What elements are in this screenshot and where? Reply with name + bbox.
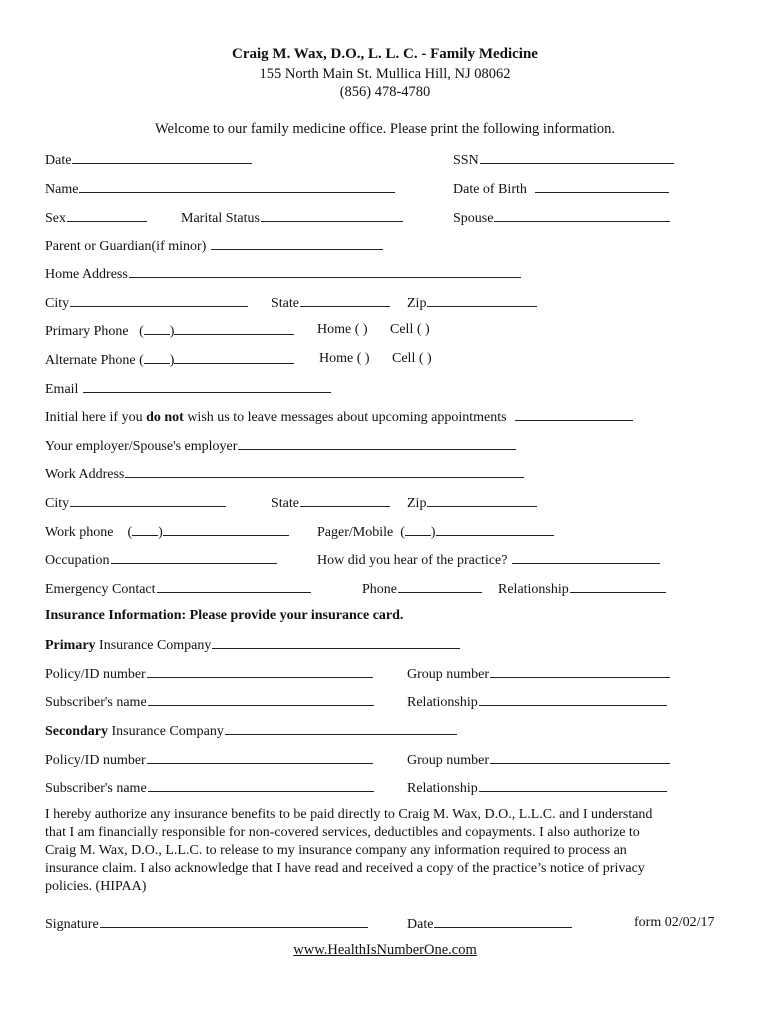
footer-website-link[interactable]: www.HealthIsNumberOne.com	[293, 942, 477, 958]
secondary-insurance-bold: Secondary	[45, 724, 108, 739]
emergency-line[interactable]	[157, 579, 311, 593]
authorization-paragraph	[45, 806, 725, 896]
secondary-subscriber-field[interactable]	[45, 778, 374, 798]
primary-insurance-label: Insurance Company	[95, 638, 212, 653]
occupation-line[interactable]	[111, 550, 277, 564]
alternate-phone-area-code[interactable]: ( )	[139, 350, 174, 370]
alternate-home-label: Home ( )	[319, 351, 370, 366]
work-city-field[interactable]	[45, 493, 226, 513]
authorization-line: Craig M. Wax, D.O., L.L.C. to release to my insurance company any information required to process an	[45, 843, 627, 858]
pager-line[interactable]	[436, 522, 554, 536]
form-row-primary-phone	[0, 321, 770, 341]
signature-date-field[interactable]	[407, 914, 572, 934]
work-address-line[interactable]	[125, 464, 524, 478]
spouse-label: Spouse	[453, 211, 494, 226]
occupation-label: Occupation	[45, 553, 110, 568]
work-city-line[interactable]	[70, 493, 226, 507]
primary-subscriber-field[interactable]	[45, 692, 374, 712]
email-line[interactable]	[83, 379, 331, 393]
form-row-primary-subscriber	[0, 692, 770, 712]
alternate-cell-label: Cell ( )	[392, 351, 432, 366]
primary-insurance-line[interactable]	[212, 635, 460, 649]
form-row-work-address	[0, 464, 770, 484]
primary-cell-label: Cell ( )	[390, 322, 430, 337]
primary-insurance-bold: Primary	[45, 638, 96, 653]
city-field[interactable]	[45, 293, 248, 313]
form-row-alternate-phone	[0, 350, 770, 370]
work-phone-label: Work phone	[45, 525, 114, 540]
form-row-sex-marital-spouse	[0, 208, 770, 228]
primary-policy-field[interactable]	[45, 664, 373, 684]
form-row-guardian	[0, 236, 770, 256]
form-version: form 02/02/17	[634, 915, 715, 930]
zip-label: Zip	[407, 296, 427, 311]
zip-field[interactable]	[407, 293, 537, 313]
alternate-cell-option[interactable]	[392, 350, 432, 368]
practice-phone: (856) 478-4780	[339, 84, 431, 100]
form-row-city-state-zip	[0, 293, 770, 313]
welcome-text: Welcome to our family medicine office. Please print the following information.	[154, 121, 616, 137]
secondary-policy-field[interactable]	[45, 750, 373, 770]
alternate-phone-line[interactable]	[174, 350, 294, 364]
primary-phone-area-code[interactable]: ( )	[139, 321, 174, 341]
work-phone-line[interactable]	[163, 522, 289, 536]
primary-relationship-label: Relationship	[407, 695, 478, 710]
work-address-field[interactable]	[45, 464, 524, 484]
email-label: Email	[45, 382, 79, 397]
work-city-label: City	[45, 496, 70, 511]
initial-text-post: wish us to leave messages about upcoming appointments	[183, 410, 507, 425]
signature-date-label: Date	[407, 917, 434, 932]
alternate-phone-label: Alternate Phone	[45, 353, 136, 368]
insurance-heading: Insurance Information: Please provide your insurance card.	[45, 608, 404, 623]
heard-line[interactable]	[512, 550, 660, 564]
secondary-insurance-label: Insurance Company	[108, 724, 224, 739]
primary-group-label: Group number	[407, 667, 490, 682]
primary-phone-label: Primary Phone	[45, 324, 129, 339]
state-label: State	[271, 296, 299, 311]
work-zip-line[interactable]	[427, 493, 537, 507]
form-row-secondary-insurance	[0, 721, 770, 741]
date-label: Date	[45, 153, 72, 168]
work-state-label: State	[271, 496, 299, 511]
state-field[interactable]	[271, 293, 390, 313]
email-field[interactable]	[45, 379, 331, 399]
work-phone-field[interactable]	[45, 522, 289, 542]
secondary-subscriber-line[interactable]	[148, 778, 374, 792]
primary-phone-line[interactable]	[174, 321, 294, 335]
form-row-emergency	[0, 579, 770, 599]
date-field[interactable]	[45, 150, 252, 170]
employer-line[interactable]	[238, 436, 516, 450]
authorization-line: policies. (HIPAA)	[45, 879, 147, 894]
form-row-primary-insurance	[0, 635, 770, 655]
marital-line[interactable]	[261, 208, 403, 222]
employer-label: Your employer/Spouse's employer	[45, 439, 238, 454]
emergency-label: Emergency Contact	[45, 582, 156, 597]
ssn-label: SSN	[453, 153, 479, 168]
ssn-line[interactable]	[480, 150, 674, 164]
form-row-email	[0, 379, 770, 399]
form-row-initial	[0, 407, 770, 427]
secondary-subscriber-label: Subscriber's name	[45, 781, 147, 796]
emergency-relationship-label: Relationship	[498, 582, 569, 597]
secondary-group-line[interactable]	[490, 750, 670, 764]
alternate-home-option[interactable]	[319, 350, 370, 368]
practice-address: 155 North Main St. Mullica Hill, NJ 08062	[259, 66, 511, 82]
primary-policy-line[interactable]	[147, 664, 373, 678]
home-address-label: Home Address	[45, 267, 128, 282]
primary-home-option[interactable]	[317, 321, 368, 339]
alternate-phone-field[interactable]	[45, 350, 294, 370]
primary-group-field[interactable]	[407, 664, 670, 684]
work-address-label: Work Address	[45, 467, 125, 482]
dob-field[interactable]	[453, 179, 669, 199]
guardian-label: Parent or Guardian(if minor)	[45, 239, 207, 254]
form-row-employer	[0, 436, 770, 456]
sex-label: Sex	[45, 211, 66, 226]
primary-policy-label: Policy/ID number	[45, 667, 146, 682]
secondary-relationship-label: Relationship	[407, 781, 478, 796]
dob-line[interactable]	[535, 179, 669, 193]
employer-field[interactable]	[45, 436, 516, 456]
authorization-line: insurance claim. I also acknowledge that I have read and received a copy of the practice’s notice of privacy	[45, 861, 645, 876]
occupation-field[interactable]	[45, 550, 277, 570]
secondary-relationship-line[interactable]	[479, 778, 667, 792]
pager-field[interactable]	[317, 522, 554, 542]
marital-field[interactable]	[181, 208, 403, 228]
primary-phone-field[interactable]	[45, 321, 294, 341]
form-row-occupation-heard	[0, 550, 770, 570]
city-label: City	[45, 296, 70, 311]
emergency-relationship-field[interactable]	[498, 579, 666, 599]
date-line[interactable]	[72, 150, 252, 164]
work-state-field[interactable]	[271, 493, 390, 513]
primary-insurance-field[interactable]	[45, 635, 460, 655]
spouse-line[interactable]	[494, 208, 670, 222]
heard-label: How did you hear of the practice?	[317, 553, 508, 568]
primary-group-line[interactable]	[490, 664, 670, 678]
primary-relationship-field[interactable]	[407, 692, 667, 712]
home-address-field[interactable]	[45, 264, 521, 284]
work-state-line[interactable]	[300, 493, 390, 507]
emergency-relationship-line[interactable]	[570, 579, 666, 593]
secondary-insurance-field[interactable]	[45, 721, 457, 741]
ssn-field[interactable]	[453, 150, 674, 170]
emergency-field[interactable]	[45, 579, 311, 599]
emergency-phone-field[interactable]	[362, 579, 482, 599]
work-phone-area-code[interactable]: ( )	[127, 522, 162, 542]
guardian-field[interactable]	[45, 236, 383, 256]
work-zip-field[interactable]	[407, 493, 537, 513]
sex-field[interactable]	[45, 208, 147, 228]
signature-label: Signature	[45, 917, 99, 932]
heard-field[interactable]	[317, 550, 660, 570]
primary-relationship-line[interactable]	[479, 692, 667, 706]
form-row-secondary-policy-group	[0, 750, 770, 770]
guardian-line[interactable]	[211, 236, 383, 250]
pager-label: Pager/Mobile	[317, 525, 394, 540]
home-address-line[interactable]	[129, 264, 521, 278]
form-row-primary-policy-group	[0, 664, 770, 684]
signature-date-line[interactable]	[434, 914, 572, 928]
form-row-work-phone-pager	[0, 522, 770, 542]
form-row-work-city-state-zip	[0, 493, 770, 513]
signature-line[interactable]	[100, 914, 368, 928]
secondary-insurance-line[interactable]	[225, 721, 457, 735]
work-zip-label: Zip	[407, 496, 427, 511]
marital-label: Marital Status	[181, 211, 260, 226]
primary-subscriber-line[interactable]	[148, 692, 374, 706]
emergency-phone-line[interactable]	[398, 579, 482, 593]
dob-label: Date of Birth	[453, 182, 527, 197]
primary-cell-option[interactable]	[390, 321, 430, 339]
zip-line[interactable]	[427, 293, 537, 307]
spouse-field[interactable]	[453, 208, 670, 228]
name-line[interactable]	[79, 179, 395, 193]
form-row-secondary-subscriber	[0, 778, 770, 798]
initial-text-pre: Initial here if you	[45, 410, 147, 425]
primary-subscriber-label: Subscriber's name	[45, 695, 147, 710]
form-row-name-dob	[0, 179, 770, 199]
secondary-policy-line[interactable]	[147, 750, 373, 764]
city-line[interactable]	[70, 293, 248, 307]
primary-home-label: Home ( )	[317, 322, 368, 337]
secondary-group-label: Group number	[407, 753, 490, 768]
name-field[interactable]	[45, 179, 395, 199]
authorization-line: that I am financially responsible for non-covered services, deductibles and copayments. I also authorize to	[45, 825, 640, 840]
form-row-signature	[0, 914, 770, 934]
insurance-heading-row	[0, 607, 770, 627]
practice-title: Craig M. Wax, D.O., L. L. C. - Family Medicine	[232, 46, 538, 62]
initial-field[interactable]	[45, 407, 633, 427]
secondary-policy-label: Policy/ID number	[45, 753, 146, 768]
form-row-home-address	[0, 264, 770, 284]
initial-text-bold: do not	[146, 410, 184, 425]
name-label: Name	[45, 182, 79, 197]
secondary-relationship-field[interactable]	[407, 778, 667, 798]
pager-area-code[interactable]: ( )	[400, 522, 435, 542]
secondary-group-field[interactable]	[407, 750, 670, 770]
initial-line[interactable]	[515, 407, 633, 421]
emergency-phone-label: Phone	[362, 582, 397, 597]
sex-line[interactable]	[67, 208, 147, 222]
authorization-line: I hereby authorize any insurance benefits to be paid directly to Craig M. Wax, D.O., L.L.C. and I understand	[45, 807, 653, 822]
footer-website[interactable]	[0, 942, 770, 959]
form-row-date-ssn	[0, 150, 770, 170]
signature-field[interactable]	[45, 914, 368, 934]
state-line[interactable]	[300, 293, 390, 307]
